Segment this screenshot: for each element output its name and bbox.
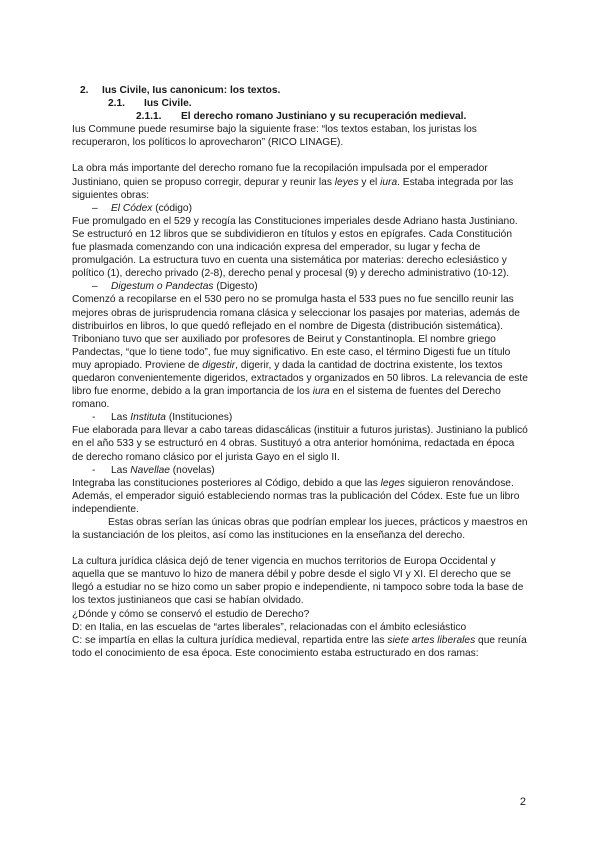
instituta-suffix: (Instituciones)	[168, 412, 233, 424]
novellae-text-a: Integraba las constituciones posteriores al Código, debido a que las	[72, 477, 378, 489]
novellae-text-b: siguieron renovándose. Además, el emperador siguió estableciendo normas tras la publicación del Códex. Este fue un libro independiente.	[72, 477, 520, 515]
c-line	[72, 634, 528, 660]
codex-bullet	[72, 202, 528, 215]
estas-obras-paragraph: Estas obras serían las únicas obras que podrían emplear los jueces, prácticos y maestros en la sustanciación de los pleitos, así como las instituciones en la enseñanza del derecho.	[72, 517, 528, 542]
novellae-pre: Las	[111, 464, 128, 476]
bullet-dash: -	[92, 412, 96, 424]
spacer	[72, 542, 528, 555]
obra-text-b: . Estaba integrada por las siguientes obras:	[72, 176, 514, 201]
c-line-text-b: que reunía todo el conocimiento de esa época. Este conocimiento estaba estructurado en dos ramas:	[72, 634, 527, 659]
heading-2-text: Ius Civile.	[144, 98, 192, 110]
codex-paragraph: Fue promulgado en el 529 y recogía las Constituciones imperiales desde Adriano hasta Justiniano. Se estructuró en 12 libros que se subdividieron en títulos y estos en epígrafes. Cada Constitución fue plasmada comenzando con una indicación expresa del emperador, su lugar y fecha de promulgación. La estructura tuvo en cuenta una sistemática por materias: derecho eclesiástico y político (1), derecho privado (2-8), derecho penal y procesal (9) y derecho administrativo (10-12).	[72, 215, 518, 280]
page-content	[72, 84, 528, 660]
term-digestir: digestir	[202, 359, 236, 371]
obra-text-a: La obra más importante del derecho romano fue la recopilación impulsada por el emperador Justiniano, quien se propuso corregir, depurar y reunir las	[72, 163, 488, 188]
spacer	[72, 149, 528, 162]
instituta-title: Instituta	[130, 412, 166, 424]
term-leyes: leyes	[334, 176, 359, 188]
term-iura: iura	[380, 176, 398, 188]
digesto-bullet	[72, 280, 528, 293]
heading-level-1	[72, 84, 528, 97]
digesto-text-a: Comenzó a recopilarse en el 530 pero no se promulga hasta el 533 pues no fue sencillo reunir las mejores obras de jurisprudencia romana clásica y seleccionar los pasajes por materias, además de distribuirlos en libros, lo que quedó reflejado en el nombre de Digesta (distribución sistemática). Triboniano tuvo que ser auxiliado por profesores de Beirut y Constantinopla. El nombre griego Pandectas, “que lo tiene todo”, fue muy significativo. En este caso, el término Digesti fue un título muy apropiado. Proviene de	[72, 294, 520, 371]
bullet-dash: –	[92, 281, 98, 293]
codex-title: El Códex	[111, 202, 153, 214]
d-line: D: en Italia, en las escuelas de “artes liberales”, relacionadas con el ámbito eclesiástico	[72, 621, 467, 633]
heading-1-number: 2.	[80, 85, 89, 96]
heading-level-3	[72, 110, 528, 123]
obra-text-y: y el	[361, 176, 378, 188]
instituta-bullet	[72, 411, 528, 424]
digesto-text-c: en el sistema de fuentes del Derecho romano.	[72, 386, 501, 411]
digesto-text-b: , digerir, y dada la cantidad de doctrina existente, los textos quedaron convenientemente digeridos, extractados y organizados en 50 libros. La relevancia de este libro fue enorme, debido a la gran importancia de los	[72, 359, 528, 398]
page-number: 2	[519, 796, 526, 808]
novellae-title: Navellae	[130, 464, 170, 476]
term-siete-artes: siete artes liberales	[387, 634, 476, 646]
heading-3-number: 2.1.1.	[136, 111, 162, 123]
cultura-paragraph: La cultura jurídica clásica dejó de tener vigencia en muchos territorios de Europa Occidental y aquella que se mantuvo lo hizo de manera débil y pobre desde el siglo VI y XI. El derecho que se llegó a estudiar no se hizo como un saber propio e independiente, ni tampoco sobre toda la base de los textos justinianeos que casi se habían olvidado.	[72, 556, 524, 607]
c-line-text-a: C: se impartía en ellas la cultura jurídica medieval, repartida entre las	[72, 634, 385, 646]
novellae-suffix: (novelas)	[172, 464, 215, 476]
heading-level-2	[72, 97, 528, 110]
instituta-paragraph: Fue elaborada para llevar a cabo tareas didascálicas (instituir a futuros juristas). Justiniano la publicó en el año 533 y se estructuró en 4 obras. Sustituyó a otra anterior homónima, redactada en época de derecho romano clásico por el jurista Gayo en el siglo II.	[72, 425, 528, 463]
digesto-suffix: (Digesto)	[216, 281, 258, 293]
codex-suffix: (código)	[155, 202, 192, 214]
digesto-title: Digestum o Pandectas	[111, 281, 214, 293]
term-leges: leges	[380, 477, 406, 489]
novellae-bullet	[72, 464, 528, 477]
obra-paragraph	[72, 162, 528, 201]
heading-2-number: 2.1.	[108, 98, 125, 110]
heading-3-text: El derecho romano Justiniano y su recuperación medieval.	[181, 111, 467, 123]
term-iura: iura	[312, 386, 330, 398]
digesto-paragraph	[72, 293, 528, 411]
instituta-pre: Las	[111, 412, 128, 424]
question-line: ¿Dónde y cómo se conservó el estudio de Derecho?	[72, 608, 310, 620]
bullet-dash: -	[92, 464, 96, 476]
intro-paragraph: Ius Commune puede resumirse bajo la siguiente frase: “los textos estaban, los juristas los recuperaron, los políticos lo aprovecharon” (RICO LINAGE).	[72, 124, 477, 149]
heading-1-text: Ius Civile, Ius canonicum: los textos.	[102, 85, 281, 96]
novellae-paragraph	[72, 477, 528, 516]
bullet-dash: –	[92, 202, 98, 214]
